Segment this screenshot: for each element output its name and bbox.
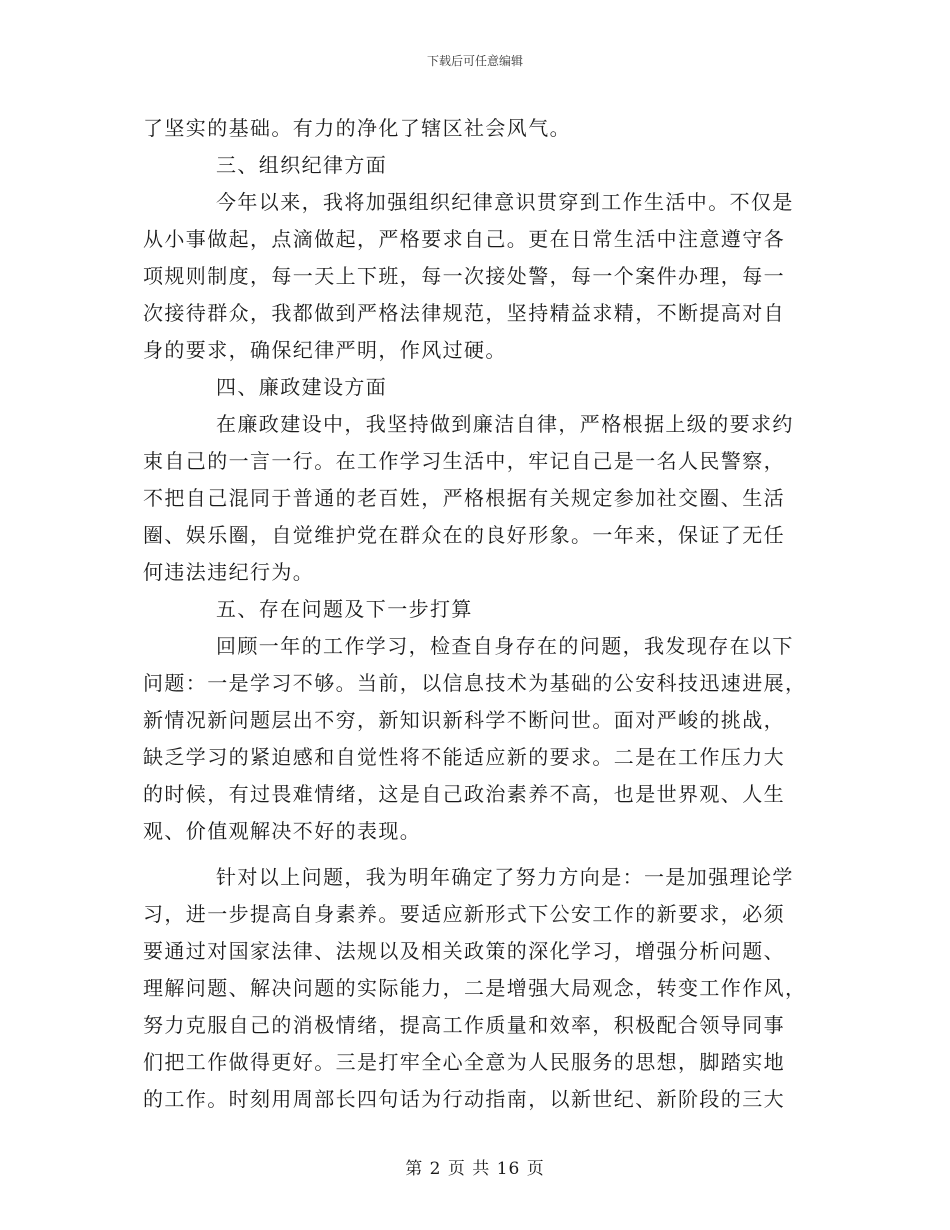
text-line: 项规则制度，每一天上下班，每一次接处警，每一个案件办理，每一 <box>143 264 785 288</box>
text-line: 次接待群众，我都做到严格法律规范，坚持精益求精，不断提高对自 <box>143 301 785 325</box>
text-line: 回顾一年的工作学习，检查自身存在的问题，我发现存在以下 <box>216 634 794 658</box>
text-line: 不把自己混同于普通的老百姓，严格根据有关规定参加社交圈、生活 <box>143 486 785 510</box>
text-line: 了坚实的基础。有力的净化了辖区社会风气。 <box>143 116 571 140</box>
text-line: 努力克服自己的消极情绪，提高工作质量和效率，积极配合领导同事 <box>143 1013 785 1037</box>
page-header-note: 下载后可任意编辑 <box>426 54 523 68</box>
text-line: 问题：一是学习不够。当前，以信息技术为基础的公安科技迅速进展， <box>143 671 807 695</box>
page-number-footer: 第 2 页 共 16 页 <box>405 1159 545 1179</box>
text-line: 理解问题、解决问题的实际能力，二是增强大局观念，转变工作作风， <box>143 976 807 1000</box>
text-line: 束自己的一言一行。在工作学习生活中，牢记自己是一名人民警察， <box>143 449 785 473</box>
document-body <box>143 110 807 1118</box>
text-line: 新情况新问题层出不穷，新知识新科学不断问世。面对严峻的挑战， <box>143 708 785 732</box>
text-line: 的工作。时刻用周部长四句话为行动指南，以新世纪、新阶段的三大 <box>143 1087 785 1111</box>
text-line: 何违法违纪行为。 <box>143 560 315 584</box>
section-heading: 三、组织纪律方面 <box>216 153 388 177</box>
section-heading: 五、存在问题及下一步打算 <box>216 597 473 621</box>
text-line: 们把工作做得更好。三是打牢全心全意为人民服务的思想，脚踏实地 <box>143 1050 785 1074</box>
text-line: 从小事做起，点滴做起，严格要求自己。更在日常生活中注意遵守各 <box>143 227 785 251</box>
text-line: 习，进一步提高自身素养。要适应新形式下公安工作的新要求，必须 <box>143 902 785 926</box>
text-line: 圈、娱乐圈，自觉维护党在群众在的良好形象。一年来，保证了无任 <box>143 523 785 547</box>
text-line: 今年以来，我将加强组织纪律意识贯穿到工作生活中。不仅是 <box>216 190 794 214</box>
section-heading: 四、廉政建设方面 <box>216 375 388 399</box>
text-line: 身的要求，确保纪律严明，作风过硬。 <box>143 338 507 362</box>
text-line: 观、价值观解决不好的表现。 <box>143 819 422 843</box>
text-line: 缺乏学习的紧迫感和自觉性将不能适应新的要求。二是在工作压力大 <box>143 745 785 769</box>
text-line: 在廉政建设中，我坚持做到廉洁自律，严格根据上级的要求约 <box>216 412 794 436</box>
text-line: 针对以上问题，我为明年确定了努力方向是：一是加强理论学 <box>216 865 794 889</box>
text-line: 要通过对国家法律、法规以及相关政策的深化学习，增强分析问题、 <box>143 939 785 963</box>
text-line: 的时候，有过畏难情绪，这是自己政治素养不高，也是世界观、人生 <box>143 782 785 806</box>
